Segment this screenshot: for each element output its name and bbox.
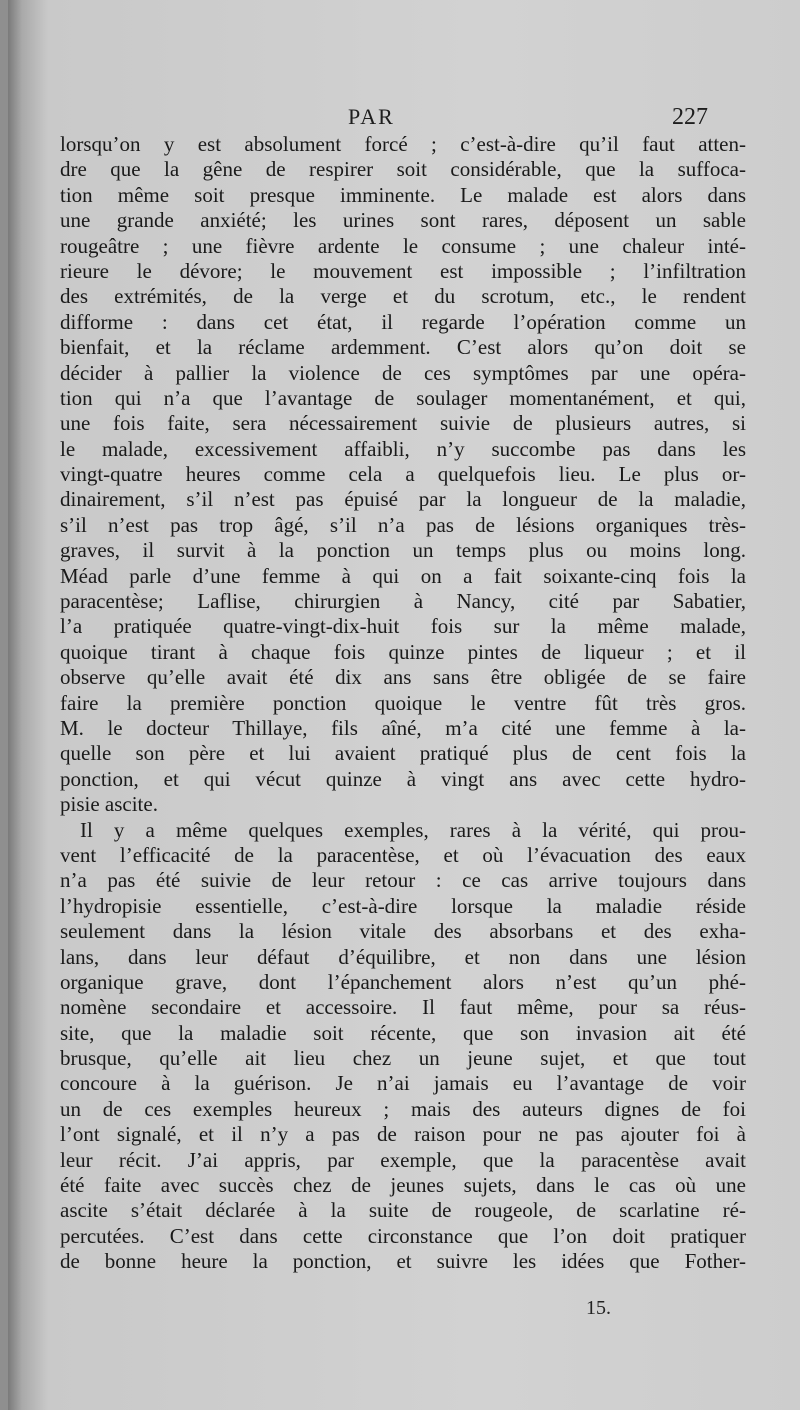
text-line: l’hydropisie essentielle, c’est-à-dire lorsque la maladie réside <box>60 893 746 918</box>
text-line: été faite avec succès chez de jeunes sujets, dans le cas où une <box>60 1173 746 1198</box>
text-line: nomène secondaire et accessoire. Il faut même, pour sa réus- <box>60 995 746 1020</box>
text-line: dre que la gêne de respirer soit considérable, que la suffoca- <box>60 157 746 182</box>
page-number: 227 <box>672 104 708 130</box>
text-line: dinairement, s’il n’est pas épuisé par la longueur de la maladie, <box>60 487 746 512</box>
text-line: faire la première ponction quoique le ventre fût très gros. <box>60 690 746 715</box>
text-line: lans, dans leur défaut d’équilibre, et non dans une lésion <box>60 944 746 969</box>
text-line: organique grave, dont l’épanchement alors n’est qu’un phé- <box>60 969 746 994</box>
text-line: site, que la maladie soit récente, que son invasion ait été <box>60 1020 746 1045</box>
text-line: n’a pas été suivie de leur retour : ce cas arrive toujours dans <box>60 868 746 893</box>
text-line: vingt-quatre heures comme cela a quelquefois lieu. Le plus or- <box>60 462 746 487</box>
signature-mark: 15. <box>586 1297 611 1319</box>
text-line: tion même soit presque imminente. Le malade est alors dans <box>60 182 746 207</box>
text-line: de bonne heure la ponction, et suivre les idées que Fother- <box>60 1249 746 1274</box>
text-line: une grande anxiété; les urines sont rares, déposent un sable <box>60 208 746 233</box>
text-line: pisie ascite. <box>60 792 158 817</box>
text-line: leur récit. J’ai appris, par exemple, que la paracentèse avait <box>60 1147 746 1172</box>
text-line: rieure le dévore; le mouvement est impossible ; l’infiltration <box>60 258 746 283</box>
paragraph <box>60 818 746 1275</box>
text-line: le malade, excessivement affaibli, n’y succombe pas dans les <box>60 436 746 461</box>
text-line: lorsqu’on y est absolument forcé ; c’est-à-dire qu’il faut atten- <box>60 132 746 156</box>
text-line: bienfait, et la réclame ardemment. C’est alors qu’on doit se <box>60 335 746 360</box>
text-line: rougeâtre ; une fièvre ardente le consume ; une chaleur inté- <box>60 233 746 258</box>
text-line: des extrémités, de la verge et du scrotum, etc., le rendent <box>60 284 746 309</box>
text-line: vent l’efficacité de la paracentèse, et où l’évacuation des eaux <box>60 842 746 867</box>
text-line: s’il n’est pas trop âgé, s’il n’a pas de lésions organiques très- <box>60 512 746 537</box>
text-line: observe qu’elle avait été dix ans sans être obligée de se faire <box>60 665 746 690</box>
paragraph <box>60 132 746 818</box>
text-line: brusque, qu’elle ait lieu chez un jeune sujet, et que tout <box>60 1046 746 1071</box>
text-line: ponction, et qui vécut quinze à vingt ans avec cette hydro- <box>60 766 746 791</box>
text-line: quelle son père et lui avaient pratiqué plus de cent fois la <box>60 741 746 766</box>
text-line: percutées. C’est dans cette circonstance que l’on doit pratiquer <box>60 1223 746 1248</box>
text-line: paracentèse; Laflise, chirurgien à Nancy, cité par Sabatier, <box>60 589 746 614</box>
text-line: ascite s’était déclarée à la suite de rougeole, de scarlatine ré- <box>60 1198 746 1223</box>
text-line: l’ont signalé, et il n’y a pas de raison pour ne pas ajouter foi à <box>60 1122 746 1147</box>
text-line: M. le docteur Thillaye, fils aîné, m’a cité une femme à la- <box>60 715 746 740</box>
text-line: seulement dans la lésion vitale des absorbans et des exha- <box>60 919 746 944</box>
book-page <box>8 0 800 1410</box>
text-line: concoure à la guérison. Je n’ai jamais eu l’avantage de voir <box>60 1071 746 1096</box>
text-line: graves, il survit à la ponction un temps plus ou moins long. <box>60 538 746 563</box>
body-text <box>60 132 746 1275</box>
text-line: Il y a même quelques exemples, rares à la vérité, qui prou- <box>80 817 746 842</box>
text-line: Méad parle d’une femme à qui on a fait soixante-cinq fois la <box>60 563 746 588</box>
running-head: PAR <box>348 104 395 129</box>
text-line: tion qui n’a que l’avantage de soulager momentanément, et qui, <box>60 385 746 410</box>
text-line: l’a pratiquée quatre-vingt-dix-huit fois sur la même malade, <box>60 614 746 639</box>
text-line: décider à pallier la violence de ces symptômes par une opéra- <box>60 360 746 385</box>
text-line: quoique tirant à chaque fois quinze pintes de liqueur ; et il <box>60 639 746 664</box>
text-line: un de ces exemples heureux ; mais des auteurs dignes de foi <box>60 1096 746 1121</box>
text-line: difforme : dans cet état, il regarde l’opération comme un <box>60 309 746 334</box>
text-line: une fois faite, sera nécessairement suivie de plusieurs autres, si <box>60 411 746 436</box>
